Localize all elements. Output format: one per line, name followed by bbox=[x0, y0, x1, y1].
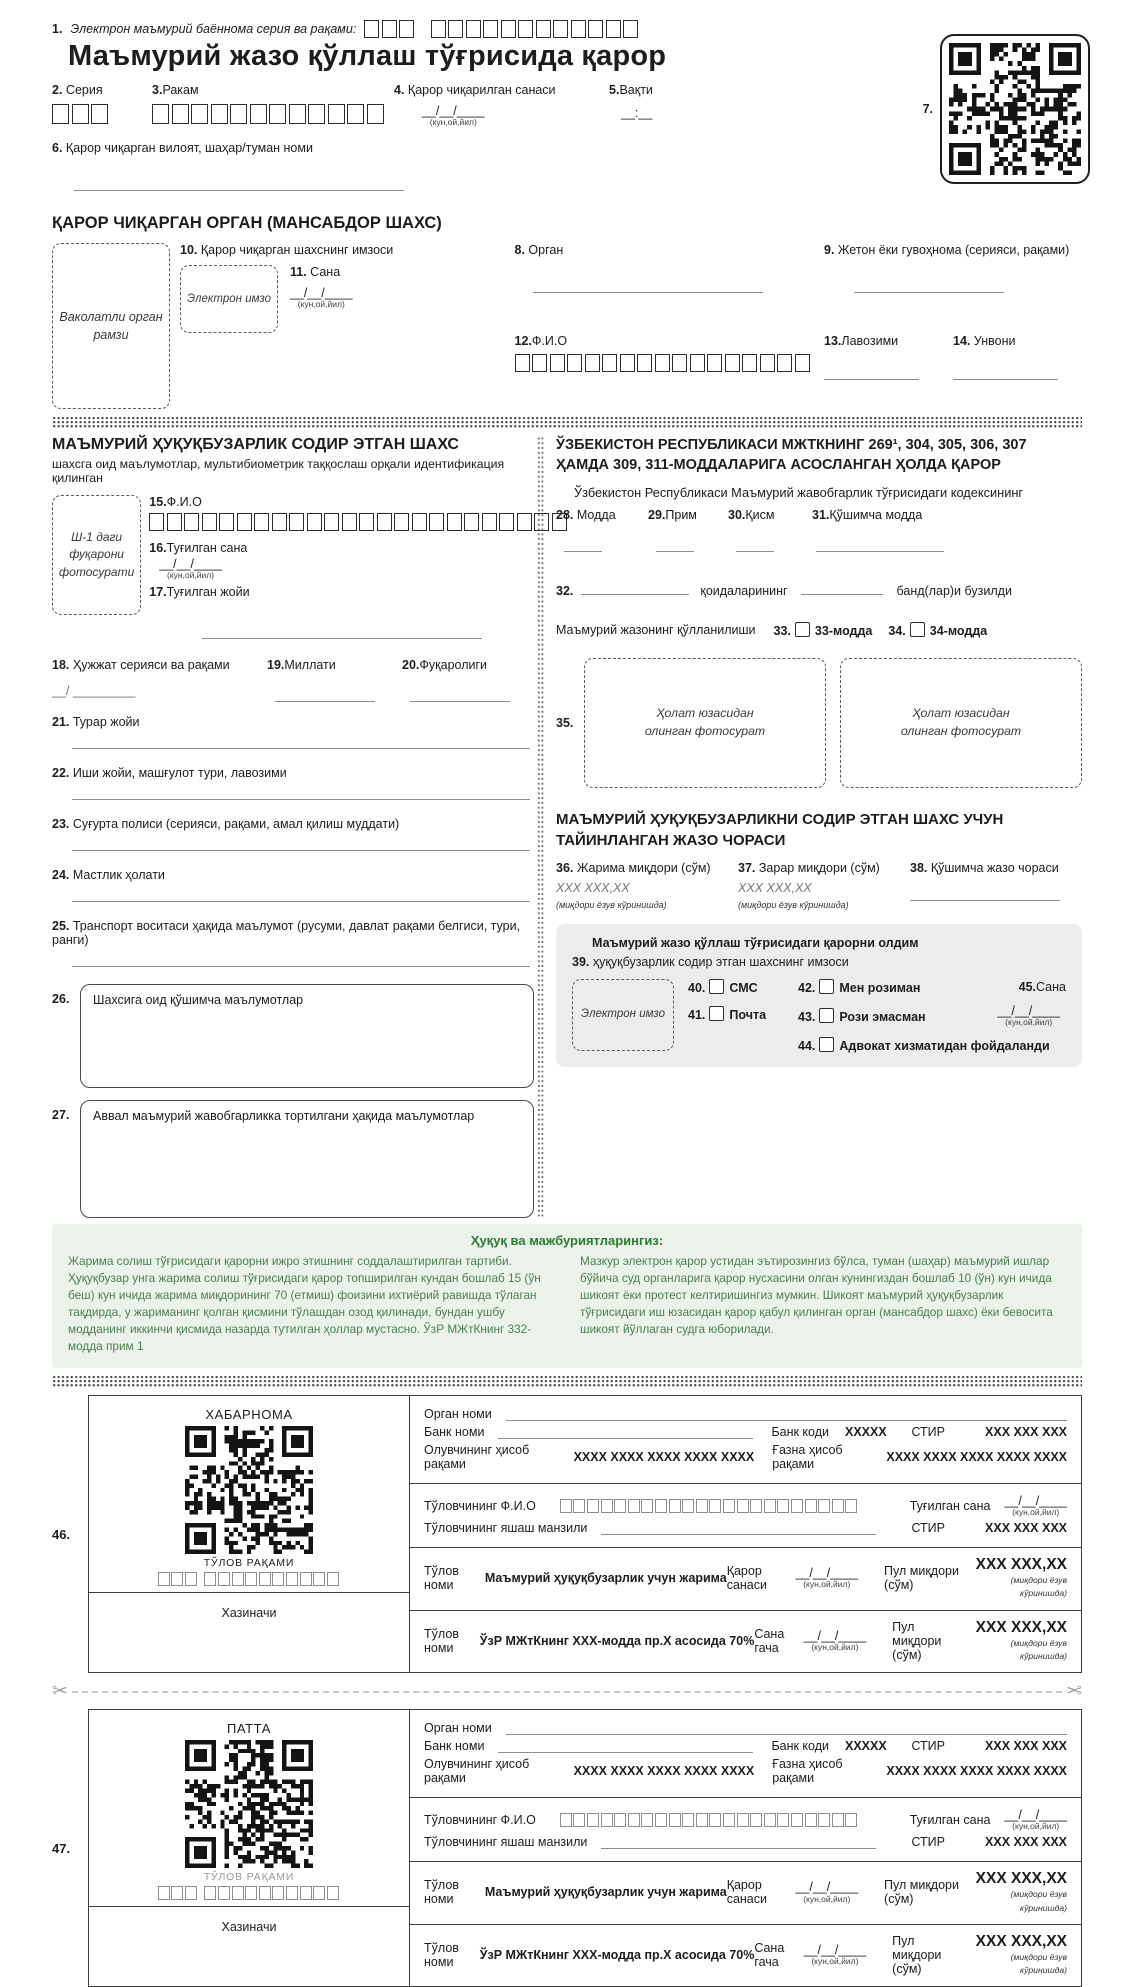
amount1-value47: XXX XXX,XX bbox=[975, 1870, 1067, 1888]
item36-number: 36. bbox=[556, 860, 574, 875]
until-date-field47[interactable]: __/__/____ (кун,ой,йил) bbox=[803, 1942, 867, 1967]
item44-number: 44. bbox=[798, 1038, 816, 1053]
item25-number: 25. bbox=[52, 919, 70, 934]
decision-intro: Ўзбекистон Республикаси Маъмурий жавобгарлик тўғрисидаги кодексининг bbox=[574, 485, 1024, 501]
item5-number: 5. bbox=[609, 83, 620, 97]
item28-number: 28. bbox=[556, 508, 574, 523]
residence-field[interactable] bbox=[72, 735, 530, 749]
item30-number: 30. bbox=[728, 508, 746, 523]
amount1-label: Пул миқдори (сўм) bbox=[884, 1564, 959, 1593]
agree-checkbox[interactable] bbox=[819, 979, 834, 994]
organ-grid bbox=[180, 243, 1082, 409]
amount1-hint: (миқдори ёзув кўринишда) bbox=[1010, 1575, 1067, 1599]
stir-label47: СТИР bbox=[911, 1739, 946, 1754]
items28-31-row bbox=[556, 508, 1082, 555]
decision-date-label47: Қарор санаси bbox=[726, 1878, 767, 1907]
document-series-field[interactable]: __/ _________ bbox=[52, 684, 136, 699]
item35-number: 35. bbox=[556, 716, 574, 731]
item23-label: Суғурта полиси (серияси, рақами, амал қилиш муддати) bbox=[72, 817, 400, 832]
items36-38-row bbox=[556, 861, 1082, 910]
bank-name-label47: Банк номи bbox=[424, 1739, 485, 1754]
additional-penalty-field[interactable] bbox=[910, 887, 1060, 901]
until-date-label: Сана гача bbox=[754, 1626, 785, 1655]
item10-number: 10. bbox=[180, 243, 198, 258]
payer-address-line47[interactable] bbox=[601, 1835, 876, 1849]
bank-name-line47[interactable] bbox=[498, 1739, 753, 1753]
item18-number: 18. bbox=[52, 658, 70, 673]
item41-number: 41. bbox=[688, 1007, 706, 1022]
item3-number: 3. bbox=[152, 83, 163, 97]
amount2-label47: Пул миқдори (сўм) bbox=[892, 1933, 942, 1976]
item20-block bbox=[402, 658, 510, 705]
payment2-label: Тўлов номи bbox=[424, 1626, 459, 1655]
item16-number: 16. bbox=[149, 541, 167, 556]
decision-date-field46[interactable]: __/__/____ (кун,ой,йил) bbox=[795, 1566, 859, 1590]
agree-label: Мен розиман bbox=[839, 980, 921, 995]
additional-article-field[interactable] bbox=[816, 538, 944, 552]
payment-serial-cells47[interactable] bbox=[158, 1886, 199, 1900]
item1-number: 1. bbox=[52, 22, 63, 36]
item18-label: Ҳужжат серияси ва рақами bbox=[72, 658, 230, 673]
additional-info-box[interactable] bbox=[80, 984, 534, 1088]
payment1-value47: Маъмурий ҳуқуқбузарлик учун жарима bbox=[484, 1885, 727, 1900]
item32-row bbox=[556, 581, 1082, 598]
vertical-dotted-divider bbox=[537, 436, 545, 1218]
apply-row bbox=[556, 622, 1082, 638]
amount1-hint47: (миқдори ёзув кўринишда) bbox=[1010, 1889, 1067, 1913]
disagree-checkbox[interactable] bbox=[819, 1008, 834, 1023]
birthdate-field[interactable]: __/__/____ (кун,ой,йил) bbox=[159, 557, 222, 581]
qr-code-notification bbox=[185, 1426, 313, 1554]
item45-number: 45. bbox=[1018, 979, 1037, 994]
item22-number: 22. bbox=[52, 766, 70, 781]
treasury-account-value: XXXX XXXX XXXX XXXX XXXX bbox=[886, 1450, 1067, 1465]
sms-checkbox[interactable] bbox=[709, 979, 724, 994]
decision-date-field[interactable]: __/__/____ (кун,ой,йил) bbox=[422, 104, 485, 128]
organ-name-label: Орган номи bbox=[424, 1407, 492, 1422]
receiver-account-value47: XXXX XXXX XXXX XXXX XXXX bbox=[573, 1764, 755, 1779]
item9-label: Жетон ёки гувоҳнома (серияси, рақами) bbox=[837, 243, 1070, 258]
item42-number: 42. bbox=[798, 980, 816, 995]
item15-number: 15. bbox=[149, 495, 167, 510]
item27-number: 27. bbox=[52, 1108, 70, 1123]
item6-label: Қарор чиқарган вилоят, шаҳар/туман номи bbox=[65, 141, 313, 156]
item35-row bbox=[556, 658, 1082, 788]
item21-block bbox=[52, 715, 534, 752]
offender-subtitle: шахсга оид маълумотлар, мультибиометрик таққослаш орқали идентификация қилинган bbox=[52, 457, 505, 486]
item32-number: 32. bbox=[556, 584, 574, 599]
item38-label: Қўшимча жазо чораси bbox=[930, 860, 1059, 875]
item9-number: 9. bbox=[824, 243, 835, 258]
item22-block bbox=[52, 766, 534, 803]
item43-number: 43. bbox=[798, 1009, 816, 1024]
citizenship-field[interactable] bbox=[410, 688, 510, 702]
treasury-account-label47: Ғазна ҳисоб рақами bbox=[772, 1757, 843, 1786]
time-field[interactable]: __:__ bbox=[621, 106, 653, 120]
item11-label: Сана bbox=[310, 265, 341, 280]
item31-number: 31. bbox=[812, 508, 830, 523]
item36-label: Жарима миқдори (сўм) bbox=[576, 860, 711, 875]
cashier-label47: Хазиначи bbox=[221, 1920, 277, 1935]
stir-value47: XXX XXX XXX bbox=[985, 1739, 1067, 1754]
item2-block bbox=[52, 83, 152, 127]
item4-label: Қарор чиқарилган санаси bbox=[407, 83, 556, 97]
damage-amount-hint: (миқдори ёзув кўринишда) bbox=[738, 899, 849, 910]
payer-birthdate-field[interactable]: __/__/____ (кун,ой,йил) bbox=[1004, 1494, 1067, 1518]
esign-placeholder: Электрон имзо bbox=[180, 265, 278, 333]
organ-section-title: ҚАРОР ЧИҚАРГАН ОРГАН (МАНСАБДОР ШАХС) bbox=[52, 214, 442, 233]
item8-number: 8. bbox=[514, 243, 525, 258]
item45-block bbox=[1019, 980, 1066, 994]
received-label: Маъмурий жазо қўллаш тўғрисидаги қарорни олдим bbox=[592, 935, 919, 950]
payment1-label: Тўлов номи bbox=[424, 1564, 459, 1593]
sh1-photo-placeholder: Ш-1 даги фуқарони фотосурати bbox=[52, 495, 141, 615]
offender-column bbox=[52, 436, 534, 1218]
items18-20-row bbox=[52, 658, 534, 705]
payment-serial-cells[interactable] bbox=[158, 1572, 199, 1586]
amount2-hint: (миқдори ёзув кўринишда) bbox=[1010, 1637, 1067, 1661]
mail-label: Почта bbox=[729, 1007, 767, 1022]
item29-block bbox=[648, 508, 728, 555]
consent-column bbox=[798, 979, 1066, 1053]
item12-number: 12. bbox=[514, 334, 532, 349]
bank-name-label: Банк номи bbox=[424, 1425, 485, 1440]
item27-label: Аввал маъмурий жавобгарликка тортилгани ҳақида маълумотлар bbox=[93, 1109, 475, 1124]
item24-label: Мастлик ҳолати bbox=[72, 868, 165, 883]
item6-number: 6. bbox=[52, 141, 63, 156]
item47-number: 47. bbox=[52, 1840, 71, 1856]
intoxication-field[interactable] bbox=[72, 888, 530, 902]
item37-block bbox=[738, 861, 910, 910]
payment-number-cells-row bbox=[158, 1572, 341, 1586]
article-field[interactable] bbox=[564, 538, 602, 552]
item18-block bbox=[52, 658, 267, 698]
series-cells[interactable] bbox=[52, 104, 111, 124]
payer-birthdate-label: Туғилган сана bbox=[909, 1499, 991, 1514]
sign-date-field[interactable]: __/__/____ (кун,ой,йил) bbox=[290, 286, 353, 310]
item31-label: Қўшимча модда bbox=[829, 508, 923, 523]
official-fio-cells[interactable] bbox=[515, 354, 813, 372]
voucher47-rows bbox=[410, 1710, 1081, 1986]
organ-name-line47[interactable] bbox=[506, 1721, 1067, 1735]
item20-label: Фуқаролиги bbox=[419, 658, 488, 673]
item33-label: 33-модда bbox=[814, 624, 873, 639]
article34-checkbox[interactable] bbox=[910, 622, 925, 637]
item34-label: 34-модда bbox=[929, 624, 988, 639]
item40-number: 40. bbox=[688, 980, 706, 995]
authority-emblem-placeholder: Ваколатли орган рамзи bbox=[52, 243, 170, 409]
item8-block bbox=[515, 243, 813, 322]
mail-checkbox[interactable] bbox=[709, 1006, 724, 1021]
protocol-series-cells[interactable] bbox=[364, 20, 417, 38]
item12-label: Ф.И.О bbox=[531, 334, 568, 349]
article33-checkbox[interactable] bbox=[795, 622, 810, 637]
receipt-voucher bbox=[52, 1709, 1082, 1987]
payer-stir-label: СТИР bbox=[911, 1521, 946, 1536]
item12-block bbox=[515, 334, 813, 409]
payment2-label47: Тўлов номи bbox=[424, 1940, 459, 1969]
offender-fio-cells[interactable] bbox=[149, 513, 569, 531]
birthplace-field[interactable] bbox=[202, 625, 482, 639]
item34-checkbox-block: 34. 34-модда bbox=[888, 624, 988, 639]
bank-code-label: Банк коди bbox=[771, 1425, 829, 1440]
position-field[interactable] bbox=[824, 366, 919, 380]
item26-row bbox=[52, 984, 534, 1088]
voucher46-title: ХАБАРНОМА bbox=[205, 1407, 293, 1423]
item30-block bbox=[728, 508, 812, 555]
rights-box bbox=[52, 1224, 1082, 1368]
item13-number: 13. bbox=[824, 334, 842, 349]
item24-number: 24. bbox=[52, 868, 70, 883]
qr-frame bbox=[940, 34, 1090, 184]
fine-amount-hint: (миқдори ёзув кўринишда) bbox=[556, 899, 667, 910]
receiver-account-label: Олувчининг ҳисоб рақами bbox=[424, 1443, 530, 1472]
payment2-value: ЎзР МЖтКнинг ХХХ-модда пр.Х асосида 70% bbox=[479, 1633, 755, 1648]
amount2-label: Пул миқдори (сўм) bbox=[892, 1619, 942, 1662]
item15-label: Ф.И.О bbox=[166, 495, 202, 510]
item32-label-b: банд(лар)и бузилди bbox=[896, 584, 1012, 599]
nationality-field[interactable] bbox=[275, 688, 375, 702]
prim-field[interactable] bbox=[656, 538, 694, 552]
stir-value: XXX XXX XXX bbox=[985, 1425, 1067, 1440]
voucher46-rows bbox=[410, 1396, 1081, 1672]
decision-column bbox=[548, 436, 1082, 1218]
item27-row bbox=[52, 1100, 534, 1218]
payer-fio-label47: Тўловчининг Ф.И.О bbox=[424, 1813, 536, 1828]
item23-block bbox=[52, 817, 534, 854]
item11-block bbox=[290, 265, 353, 310]
main-columns bbox=[52, 436, 1082, 1218]
item21-label: Турар жойи bbox=[72, 715, 140, 730]
item16-label: Туғилган сана bbox=[166, 541, 248, 556]
payer-stir-value47: XXX XXX XXX bbox=[985, 1835, 1067, 1850]
bank-code-value: XXXXX bbox=[845, 1425, 887, 1440]
qr-code-receipt bbox=[185, 1740, 313, 1868]
cashier-label: Хазиначи bbox=[221, 1606, 277, 1621]
item30-label: Қисм bbox=[745, 508, 775, 523]
lawyer-checkbox[interactable] bbox=[819, 1037, 834, 1052]
payment2-value47: ЎзР МЖтКнинг ХХХ-модда пр.Х асосида 70% bbox=[479, 1947, 755, 1962]
receiver-account-value: XXXX XXXX XXXX XXXX XXXX bbox=[573, 1450, 755, 1465]
item2-label: Серия bbox=[65, 83, 103, 97]
item8-label: Орган bbox=[528, 243, 564, 258]
items15-17 bbox=[149, 495, 569, 615]
rights-text-right: Мазкур электрон қарор устидан эътирозингиз бўлса, туман (шаҳар) маъмурий ишлар бўйича суд органларига қарор нусхасини олган кунингиздан бошлаб 10 (ўн) кун ичида шикоят ёки протест келтиришингиз мумкин. Шикоят маъмурий ҳуқуқбузарлик тўғрисидаги иш юзасидан қарор қабул қилинган орган (мансабдор шахс) ёки бевосита шикоят йўллаган судга юборилади. bbox=[580, 1254, 1053, 1337]
notification-voucher bbox=[52, 1395, 1082, 1673]
payer-stir-value: XXX XXX XXX bbox=[985, 1521, 1067, 1536]
payer-fio-label: Тўловчининг Ф.И.О bbox=[424, 1499, 536, 1514]
scissors-icon-right: ✂ bbox=[1066, 1681, 1082, 1703]
item10-block bbox=[180, 243, 503, 409]
fine-amount-value: XXX XXX,XX bbox=[556, 880, 630, 895]
item45-label: Сана bbox=[1036, 979, 1066, 994]
rules-field[interactable] bbox=[581, 581, 689, 595]
item20-number: 20. bbox=[402, 658, 420, 673]
stir-label: СТИР bbox=[911, 1425, 946, 1440]
decision-date-label: Қарор санаси bbox=[726, 1564, 767, 1593]
amount2-hint47: (миқдори ёзув кўринишда) bbox=[1010, 1951, 1067, 1976]
lawyer-label: Адвокат хизматидан фойдаланди bbox=[839, 1038, 1050, 1053]
item19-block bbox=[267, 658, 402, 705]
item31-block bbox=[812, 508, 944, 555]
payer-address-line[interactable] bbox=[601, 1521, 876, 1535]
payment-number-label: ТЎЛОВ РАҚАМИ bbox=[203, 1557, 295, 1570]
payment-number-cells47[interactable] bbox=[204, 1886, 340, 1900]
receiver-account-label47: Олувчининг ҳисоб рақами bbox=[424, 1757, 530, 1786]
organ-name-field[interactable] bbox=[533, 279, 763, 293]
organ-name-label47: Орган номи bbox=[424, 1721, 492, 1736]
item4-block bbox=[394, 83, 609, 128]
items13-14-row bbox=[824, 334, 1082, 409]
item26-number: 26. bbox=[52, 992, 70, 1007]
item29-label: Прим bbox=[665, 508, 697, 523]
item25-label: Транспорт воситаси ҳақида маълумот (русуми, давлат рақами белгиси, тури, ранги) bbox=[52, 919, 521, 948]
organ-section bbox=[52, 214, 1082, 409]
item13-label: Лавозими bbox=[841, 334, 899, 349]
payer-fio-cells47[interactable] bbox=[560, 1813, 859, 1827]
item5-label: Вақти bbox=[619, 83, 653, 97]
prior-liability-box[interactable] bbox=[80, 1100, 534, 1218]
item37-label: Зарар миқдори (сўм) bbox=[758, 860, 880, 875]
payer-birthdate-label47: Туғилган сана bbox=[909, 1813, 991, 1828]
item9-block bbox=[824, 243, 1082, 322]
item17-number: 17. bbox=[149, 585, 167, 600]
treasury-account-label: Ғазна ҳисоб рақами bbox=[772, 1443, 843, 1472]
item39-label: ҳуқуқбузарлик содир этган шахснинг имзоси bbox=[592, 954, 849, 969]
page-title: Маъмурий жазо қўллаш тўғрисида қарор bbox=[68, 40, 667, 72]
bank-name-line[interactable] bbox=[498, 1425, 753, 1439]
voucher47-title: ПАТТА bbox=[226, 1721, 272, 1737]
item7-number: 7. bbox=[922, 102, 933, 116]
payer-birthdate-field47[interactable]: __/__/____ (кун,ой,йил) bbox=[1004, 1808, 1067, 1832]
vehicle-field[interactable] bbox=[72, 953, 530, 967]
amount2-value47: XXX XXX,XX bbox=[975, 1932, 1067, 1950]
item4-number: 4. bbox=[394, 83, 405, 97]
item10-label: Қарор чиқарган шахснинг имзоси bbox=[200, 243, 394, 258]
until-date-field46[interactable]: __/__/____ (кун,ой,йил) bbox=[803, 1628, 867, 1652]
amount1-value: XXX XXX,XX bbox=[975, 1556, 1067, 1574]
sms-label: СМС bbox=[729, 980, 758, 995]
item28-block bbox=[556, 508, 648, 555]
voucher47-left bbox=[89, 1710, 410, 1986]
rights-text-left: Жарима солиш тўғрисидаги қарорни ижро этишнинг соддалаштирилган тартиби. Ҳуқуқбузар унга жарима солиш тўғрисидаги қарор топширилган кундан бошлаб 15 (ўн беш) кун ичида жарима миқдорининг 70 (етмиш) фоизини ихтиёрий равишда тўлаган тақдирда, у жариманинг қолган қисмини тўлашдан озод қилинади, бундан ушбу модданинг иккинчи қисмида назарда тутилган ҳоллар мустасно. ЎзР МЖтКнинг 332-модда прим 1 bbox=[68, 1254, 541, 1354]
disagree-label: Рози эмасман bbox=[839, 1009, 926, 1024]
offender-esign-placeholder: Электрон имзо bbox=[572, 979, 674, 1051]
penalty-title: МАЪМУРИЙ ҲУҚУҚБУЗАРЛИКНИ СОДИР ЭТГАН ШАХС УЧУН ТАЙИНЛАНГАН ЖАЗО ЧОРАСИ bbox=[556, 811, 1004, 849]
payer-fio-cells[interactable] bbox=[560, 1499, 859, 1513]
item3-block bbox=[152, 83, 394, 127]
badge-field[interactable] bbox=[854, 279, 1004, 293]
item37-number: 37. bbox=[738, 860, 756, 875]
insurance-field[interactable] bbox=[72, 837, 530, 851]
organ-name-line[interactable] bbox=[506, 1407, 1067, 1421]
payment1-label47: Тўлов номи bbox=[424, 1878, 459, 1907]
decision-date-field47[interactable]: __/__/____ (кун,ой,йил) bbox=[795, 1880, 859, 1904]
item39-number: 39. bbox=[572, 954, 590, 969]
cut-line bbox=[52, 1682, 1082, 1701]
item14-block bbox=[953, 334, 1058, 383]
payment1-value: Маъмурий ҳуқуқбузарлик учун жарима bbox=[484, 1571, 727, 1586]
incident-photo-placeholder-1: Ҳолат юзасидан олинган фотосурат bbox=[584, 658, 826, 788]
payer-stir-label47: СТИР bbox=[911, 1835, 946, 1850]
rank-field[interactable] bbox=[953, 366, 1058, 380]
number-cells[interactable] bbox=[152, 104, 386, 124]
item46-number: 46. bbox=[52, 1526, 71, 1542]
dotted-separator-bottom bbox=[52, 1375, 1082, 1388]
item23-number: 23. bbox=[52, 817, 70, 832]
item14-number: 14. bbox=[953, 334, 971, 349]
region-name-field[interactable] bbox=[74, 177, 404, 191]
amount1-label47: Пул миқдори (сўм) bbox=[884, 1878, 959, 1907]
payer-address-label: Тўловчининг яшаш манзили bbox=[424, 1521, 588, 1536]
item22-label: Иши жойи, машғулот тури, лавозими bbox=[72, 766, 287, 781]
decision-title: ЎЗБЕКИСТОН РЕСПУБЛИКАСИ МЖТКНИНГ 269¹, 304, 305, 306, 307 ҲАМДА 309, 311-МОДДАЛАРИГА АСОСЛАНГАН ҲОЛДА ҚАРОР bbox=[556, 437, 1027, 473]
item26-label: Шахсига оид қўшимча маълумотлар bbox=[93, 993, 304, 1008]
treasury-account-value47: XXXX XXXX XXXX XXXX XXXX bbox=[886, 1764, 1067, 1779]
item1-label: Электрон маъмурий баённома серия ва рақами: bbox=[70, 22, 357, 36]
part-field[interactable] bbox=[736, 538, 774, 552]
workplace-field[interactable] bbox=[72, 786, 530, 800]
item24-block bbox=[52, 868, 534, 905]
payment-number-label47: ТЎЛОВ РАҚАМИ bbox=[203, 1871, 295, 1884]
offender-title: МАЪМУРИЙ ҲУҚУҚБУЗАРЛИК СОДИР ЭТГАН ШАХС bbox=[52, 436, 459, 454]
ack-date-field[interactable]: __/__/____ (кун,ой,йил) bbox=[997, 1003, 1060, 1027]
payment-number-cells-row47 bbox=[158, 1886, 341, 1900]
qr-code-main bbox=[949, 43, 1081, 175]
item32-label-a: қоидаларининг bbox=[700, 584, 788, 599]
dotted-separator-top bbox=[52, 416, 1082, 429]
item3-label: Ракам bbox=[162, 83, 199, 97]
notify-column bbox=[688, 979, 784, 1022]
item38-number: 38. bbox=[910, 860, 928, 875]
until-date-label47: Сана гача bbox=[754, 1940, 785, 1969]
bank-code-value47: XXXXX bbox=[845, 1739, 887, 1754]
acknowledgement-box bbox=[556, 924, 1082, 1067]
item19-label: Миллати bbox=[284, 658, 336, 673]
scissors-icon-left: ✂ bbox=[52, 1681, 68, 1703]
item13-block bbox=[824, 334, 919, 383]
payment-number-cells[interactable] bbox=[204, 1572, 340, 1586]
clause-field[interactable] bbox=[801, 581, 883, 595]
damage-amount-value: XXX XXX,XX bbox=[738, 880, 812, 895]
qr7-block bbox=[923, 34, 1090, 184]
payer-address-label47: Тўловчининг яшаш манзили bbox=[424, 1835, 588, 1850]
voucher46-left bbox=[89, 1396, 410, 1672]
item33-checkbox-block: 33. 33-модда bbox=[773, 624, 873, 639]
incident-photo-placeholder-2: Ҳолат юзасидан олинган фотосурат bbox=[840, 658, 1082, 788]
item38-block bbox=[910, 861, 1060, 904]
apply-label: Маъмурий жазонинг қўлланилиши bbox=[556, 623, 756, 638]
rights-title: Ҳуқуқ ва мажбуриятларингиз: bbox=[470, 1233, 664, 1249]
item11-number: 11. bbox=[290, 265, 307, 280]
item28-label: Модда bbox=[576, 508, 616, 523]
item2-number: 2. bbox=[52, 83, 63, 97]
bank-code-label47: Банк коди bbox=[771, 1739, 829, 1754]
item21-number: 21. bbox=[52, 715, 70, 730]
item29-number: 29. bbox=[648, 508, 666, 523]
item17-label: Туғилган жойи bbox=[166, 585, 250, 600]
item25-block bbox=[52, 919, 534, 970]
item5-block bbox=[609, 83, 653, 120]
item14-label: Унвони bbox=[973, 334, 1016, 349]
amount2-value: XXX XXX,XX bbox=[975, 1618, 1067, 1636]
item36-block bbox=[556, 861, 738, 910]
item19-number: 19. bbox=[267, 658, 285, 673]
protocol-number-cells[interactable] bbox=[431, 20, 641, 38]
